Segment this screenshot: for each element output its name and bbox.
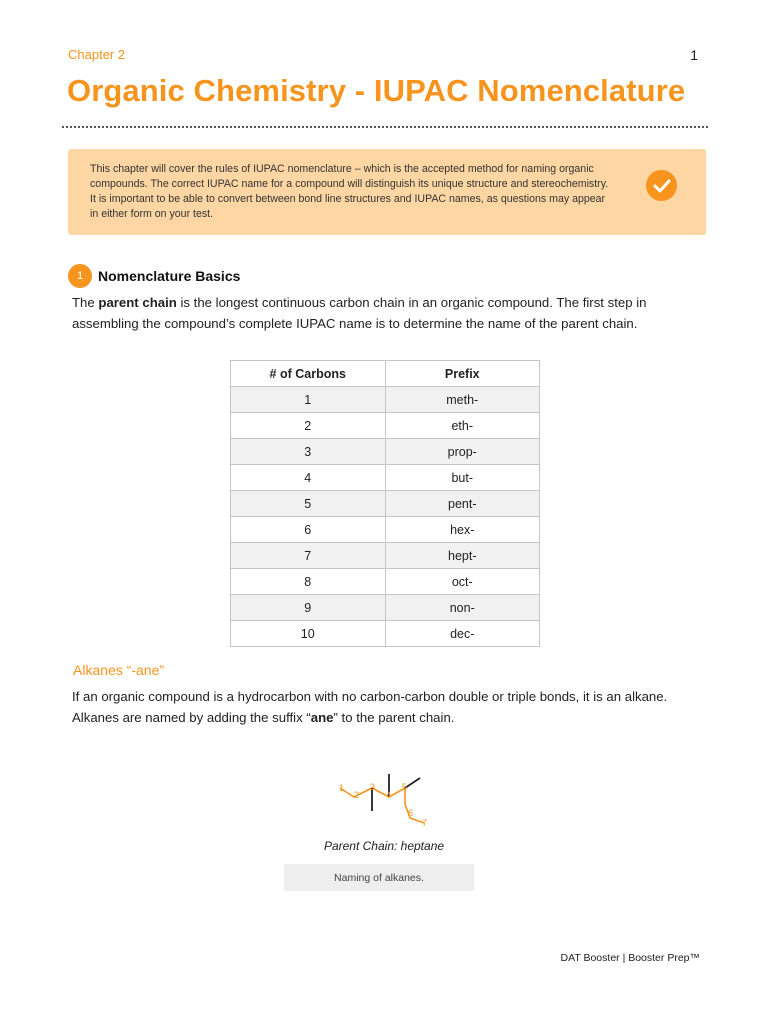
atom-number: 6 <box>408 808 414 818</box>
carbon-count-cell: 6 <box>231 517 386 543</box>
dotted-divider <box>62 126 708 128</box>
carbon-count-cell: 4 <box>231 465 386 491</box>
prefix-cell: hept- <box>385 543 540 569</box>
table-row <box>231 569 540 595</box>
parent-chain-text-1: The <box>72 295 99 310</box>
carbon-count-cell: 5 <box>231 491 386 517</box>
carbon-count-cell: 10 <box>231 621 386 647</box>
prefix-cell: non- <box>385 595 540 621</box>
column-header-carbons: # of Carbons <box>231 361 386 387</box>
parent-chain-text-2: is the longest continuous carbon chain in an organic compound. The first step in assembling the compound’s complete IUPAC name is to determine the name of the parent chain. <box>72 295 647 331</box>
alkanes-suffix-term: ane <box>310 710 334 725</box>
carbon-count-cell: 9 <box>231 595 386 621</box>
carbon-prefix-table <box>230 360 540 647</box>
methyl-branch-c5 <box>405 778 420 788</box>
table-row <box>231 517 540 543</box>
carbon-count-cell: 8 <box>231 569 386 595</box>
table-header-row <box>231 361 540 387</box>
intro-text: This chapter will cover the rules of IUPAC nomenclature – which is the accepted method for naming organic compounds. The correct IUPAC name for a compound will distinguish its unique structure and stereochemistry. It is important to be able to convert between bond line structures and IUPAC names, as questions may appear in either form on your test. <box>90 163 609 220</box>
prefix-cell: eth- <box>385 413 540 439</box>
parent-chain-term: parent chain <box>98 295 177 310</box>
column-header-prefix: Prefix <box>385 361 540 387</box>
page-title: Organic Chemistry - IUPAC Nomenclature <box>67 73 686 108</box>
carbon-count-cell: 7 <box>231 543 386 569</box>
page-number: 1 <box>690 47 698 63</box>
atom-number: 7 <box>422 818 428 828</box>
prefix-cell: oct- <box>385 569 540 595</box>
table-row <box>231 621 540 647</box>
carbon-count-cell: 3 <box>231 439 386 465</box>
atom-number: 3 <box>370 782 376 792</box>
checkmark-circle-icon <box>646 170 677 201</box>
atom-number: 2 <box>354 790 360 800</box>
atom-number: 1 <box>339 783 345 793</box>
atom-number: 4 <box>386 790 392 800</box>
table-row <box>231 387 540 413</box>
alkanes-heading: Alkanes “-ane” <box>73 662 165 678</box>
section-title: Nomenclature Basics <box>98 268 241 284</box>
prefix-cell: meth- <box>385 387 540 413</box>
table-row <box>231 465 540 491</box>
figure-label: Naming of alkanes. <box>284 864 474 891</box>
prefix-cell: prop- <box>385 439 540 465</box>
prefix-cell: hex- <box>385 517 540 543</box>
parent-chain-paragraph <box>72 292 712 334</box>
chapter-label: Chapter 2 <box>68 47 126 62</box>
intro-callout <box>68 149 706 235</box>
table-row <box>231 595 540 621</box>
prefix-cell: dec- <box>385 621 540 647</box>
table-row <box>231 413 540 439</box>
table-row <box>231 491 540 517</box>
table-row <box>231 543 540 569</box>
heptane-structure-diagram <box>330 756 440 832</box>
alkanes-paragraph <box>72 686 712 728</box>
alkanes-text-2: ” to the parent chain. <box>333 710 455 725</box>
carbon-count-cell: 2 <box>231 413 386 439</box>
footer-brand: DAT Booster | Booster Prep™ <box>560 952 700 964</box>
section-number-badge: 1 <box>68 264 92 288</box>
section-heading <box>68 264 240 288</box>
figure-caption: Parent Chain: heptane <box>323 839 445 853</box>
table-row <box>231 439 540 465</box>
atom-number: 5 <box>402 782 408 792</box>
prefix-cell: but- <box>385 465 540 491</box>
carbon-count-cell: 1 <box>231 387 386 413</box>
alkanes-text-1: If an organic compound is a hydrocarbon with no carbon-carbon double or triple bonds, it is an alkane. Alkanes are named by adding the suffix “ <box>72 689 668 725</box>
prefix-cell: pent- <box>385 491 540 517</box>
